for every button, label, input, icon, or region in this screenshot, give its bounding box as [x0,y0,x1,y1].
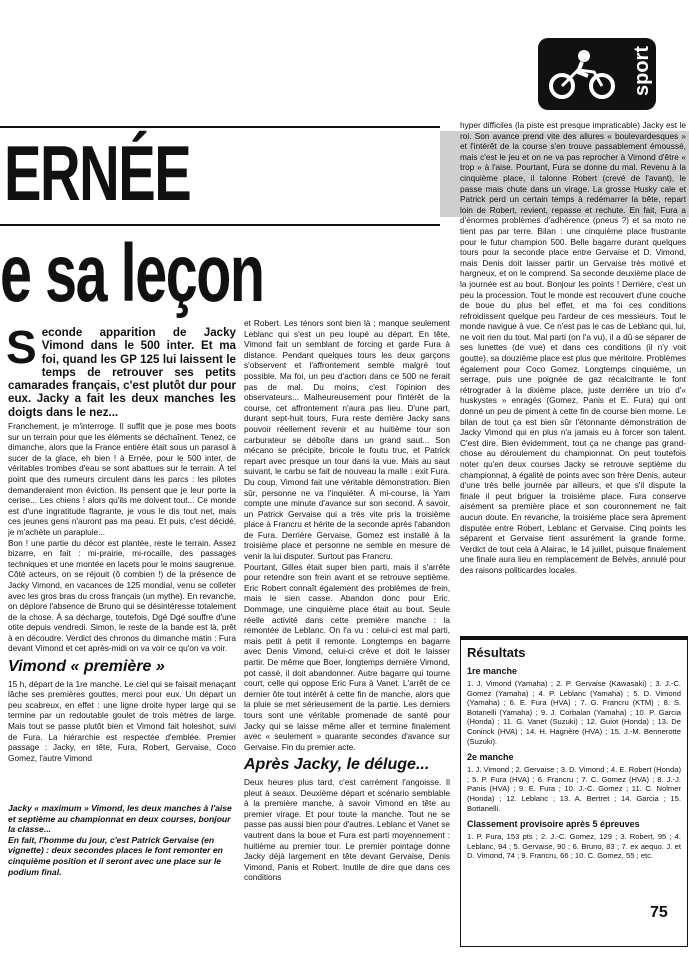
logo-word: sport [631,46,653,96]
lead-paragraph [6,321,236,419]
results-text: 1. J. Vimond ; 2. Gervaise ; 3. D. Vimond ; 4. E. Robert (Honda) ; 5. P. Fura (HVA) ; 6. Francru ; 7. C. Gomez (HVA) ; 8. J.-J. Panis (HVA) ; 9. E. Fura ; 10. J.-C. Gomez ; 11. C. Nolmer (Honda) ; 12. Leblanc ; 13. A. Bertret ; 14. Garcia ; 15. Bottanelli. [467,765,681,813]
article-column-2 [244,318,450,883]
paragraph: Pourtant, Gilles était super bien parti, mais il s'arrête pour retendre son frein avant et se retrouve septième. Eric Robert connaît également des problèmes de frein, mais le sien casse. Abandon donc pour Eric. Dommage, une cinquième place était au bout. Seule réelle activité dans cette première manche : la remontée de Leblanc. On l'a vu : celui-ci est mal parti, mais petit à petit il remonte. Longtemps en bagarre avec Denis Vimond, celui-ci crève et doit le laisser partir. De même que Boer, longtemps dernière Vimond, pot cassé, il doit abandonner. Autre bagarre qui tourne court, celle qui oppose Eric Fura à Vanet. L'arrêt de ce dernier ôte tout intérêt à cette fin de manche, alors que la pluie se met sérieusement de la partie. Les derniers tours sont une véritable promenade de santé pour Jacky qui se laisse même aller et termine finalement avec « seulement » quarante secondes d'avance sur Gervaise. Fin du premier acte. [244,561,450,752]
paragraph: 15 h, départ de la 1re manche. Le ciel qui se faisait menaçant lâche ses premières gouttes, merci pour eux. Un départ un peu scabreux, en effet : une ligne droite hyper large qui se termine par un redoutable goulet de trois mètres de large. Mais tout se passe plutôt bien et Vimond fait holeshot, suivi de Fura. La hiérarchie est respectée d'emblée. Premier passage : Jacky, en tête, Fura, Robert, Gervaise, Coco Gomez, l'autre Vimond [8,678,236,763]
results-text: 1. P. Fura, 153 pts ; 2. J.-C. Gomez, 129 ; 3. Robert, 95 ; 4. Leblanc, 94 ; 5. Gervaise, 90 ; 6. Bruno, 83 ; 7. ex aequo. J. et D. Vimond, 74 ; 9. Francru, 66 ; 10. C. Gomez, 55 ; etc. [467,832,681,861]
subheading: Après Jacky, le déluge... [244,756,430,774]
photo-caption [8,803,236,877]
page-number: 75 [650,904,668,921]
subheading: Vimond « première » [8,658,165,676]
caption-line: En fait, l'homme du jour, c'est Patrick Gervaise (en vignette) : deux secondes places le font remonter en cinquième position et il seront avec une place sur le podium final. [8,834,223,877]
drop-cap: S [6,321,37,373]
paragraph: et Robert. Les ténors sont bien là ; manque seulement Leblanc qui s'est un peu loupé au départ. En tête, Vimond fait un semblant de forcing et garde Fura à distance. Pendant quelques tours les deux garçons s'observent et l'affrontement semble malgré tout possible. Ma foi, un peu d'action dans ce 500 ne ferait pas de mal. Du moins, c'est l'opinion des observateurs... Malheureusement pour l'intérêt de la course, cet affrontement n'aura pas lieu. D'une part, durant sept-huit tours, Fura reste derrière Jacky sans pouvoir réellement revenir et au huitième tour son carburateur se déboîte dans un grand saut... Son mécano se précipite, bricole le foutu truc, et Patrick repart avec presque un tour dans la vue. Mais au saut suivant, le carbu se fait de nouveau la malle : exit Fura. Du coup, Vimond fait une véritable démonstration. Bien sûr, personne ne va l'inquiéter. À mi-course, la Yam compte une minute d'avance sur son second. À savoir, un Patrick Gervaise qui a très vite pris la troisième place à Francru et hérite de la seconde après l'abandon de Fura. Derrière Gervaise, Gomez est installé à la troisième place et personne ne semble en mesure de venir la lui disputer. Surtout pas Francru. [244,318,450,562]
sport-logo [538,38,656,110]
results-text: 1. J. Vimond (Yamaha) ; 2. P. Gervaise (Kawasaki) ; 3. J.-C. Gomez (Yamaha) ; 4. P. Leblanc (Yamaha) ; 5. D. Vimond (Yamaha) ; 6. E. Fura (HVA) ; 7. G. Francru (KTM) ; 8. S. Botanelli (Yamaha) ; 9. J. Corbalan (Yamaha) ; 10. P. Garcia (Honda) ; 11. G. Vanet (Suzuki) ; 12. Guiot (Honda) ; 13. De Coninck (HVA) ; 14. H. Hagnère (HVA) ; 15. J.-M. Bennerotte (Suzuki). [467,679,681,746]
results-heading: 2e manche [467,752,514,763]
headline-line2: e sa leçon [0,228,264,319]
results-title: Résultats [467,645,526,660]
article-column-1 [8,421,236,763]
headline-line1: ERNÉE [4,129,191,217]
motorcycle-icon [548,46,618,102]
paragraph: Franchement, je m'interroge. Il suffit que je pose mes boots sur un terrain pour que les éléments se déchaînent. Tenez, ce dimanche, alors que la France entière était sous un parasol à sucer de la glace, eh bien ! à Ernée, pour le 500 inter, de véritables trombes d'eau se sont abattues sur le terrain. À tel point que des rumeurs circulent dans les parcs : les pilotes demanderaient mon éviction. Ils pensent que je leur porte la cerise... Les chiens ! alors qu'ils me doivent tout... Ce monde est d'une ingratitude flagrante, je vous le dis tout net, mais ces jeunes gens n'auront pas ma peau. Et puis, c'est décidé, je m'achète un parapluie... [8,421,236,537]
paragraph: hyper difficiles (la piste est presque impraticable) Jacky est le roi. Son avance prend vite des allures « boulevardesques » et l'intérêt de la course s'en trouve passablement émoussé, mais c'est le jeu et on ne va pas reprocher à Vimond d'être « trop » à l'aise. Pourtant, Fura se donne du mal. Revenu à la cinquième place, il talonne Robert (crevé de l'avant), le passe mais chute dans un virage. La grosse Husky cale et Patrick perd un certain temps à redémarrer la bête, repart loin de Robert, revient, repasse et rechute. En fait, Fura a d'énormes problèmes d'adhérence (pneus ?) et sa moto ne tient pas par terre. Bilan : une cinquième place frustrante pour le futur champion 500. Belle bagarre durant quelques tours pour la seconde place entre Gervaise et D. Vimond, mais Denis doit laisser partir un Gervaise très motivé et hargneux, et on le comprend. Sa seconde deuxième place de la journée est au bout. Bonjour les points ! Derrière, c'est un peu la procession. Tout le monde est recouvert d'une couche de boue du plus bel effet, et ma foi ces conditions refroidissent quelque peu l'ardeur de ces messieurs. Tout le monde navigue à vue. Ce n'est pas le cas de Leblanc qui, lui, ne voit rien du tout. Mal parti (on l'a vu), il a dû se séparer de ses lunettes (de vue) et dans ces conditions (il n'y voit goutte), sa douzième place est plus que méritoire. Problèmes également pour Coco Gomez. Longtemps cinquième, un serrage, puis une poignée de gaz récalcitrante le font rétrograder à la dixième place, juste derrière un trio d'« huskystes » enragés (Gomez, Panis et E. Fura) qui ont donné un peu de piment à cette fin de course bien morne. Le bilan de tout ça est bien sûr l'étonnante démonstration de Jacky Vimond qui en plus n'a jamais eu à forcer son talent. C'est dire. Bien évidemment, tout ça ne change pas grand-chose au déroulement du championnat. On peut toutefois noter qu'en deux courses Jacky se retrouve septième du championnat, à égalité de points avec son frère Denis, auteur d'une très belle journée par ailleurs, et que s'il dispute la finale il peut briguer la troisième place. Fura conserve aisément sa première place et son couronnement ne fait aucun doute. En revanche, la troisième place sera âprement disputée entre Robert, Leblanc et Gervaise. Cinq points les séparent et Gervaise tient assurément la grande forme. Verdict de tout cela à Alairac, le 14 juillet, puisque finalement une finale aura lieu en remplacement de Belvès, annulé pour des raisons politicardes locales. [460,120,687,575]
results-heading: Classement provisoire après 5 épreuves [467,819,640,830]
results-heading: 1re manche [467,666,518,676]
article-column-3 [460,120,686,576]
paragraph: Deux heures plus tard, c'est carrément l'angoisse. Il pleut à seaux. Deuxième départ et scénario semblable à la première manche, à savoir Vimond en tête au premier virage. Et pour toute la manche. Tout ne se passe pas aussi bien pour d'autres. Leblanc et Vanet se vautrent dans la boue et Fura est parti moyennement : huitième au premier tour. Le premier pointage donne Jacky déjà largement en tête devant Gervaise, Denis Vimond, Panis et Robert. Inutile de dire que dans ces conditions [244,776,450,883]
paragraph: Bon ! une partie du décor est plantée, reste le terrain. Assez bizarre, en fait : mi-prairie, mi-rocaille, des passages techniques et une montée en lacets pour le moins saugrenue. Côté acteurs, on se réjouit (ô combien !) de la présence de Jacky Vimond, en vacances de 125 mondial, venu se colleter avec les gros bras du cross français (un mythe). En revanche, on déplore l'absence de Bruno qui se désintéresse totalement de la chose. À sa décharge, toutefois, Dgé Dgé souffre d'une otite depuis vendredi. Simon, le reste de la bande est là, prêt à en découdre. Verdict des chronos du dimanche matin : Fura devant Vimond et cet après-midi on va voir ce qu'on va voir. [8,537,236,654]
lead-text: econde apparition de Jacky Vimond dans le 500 inter. Et ma foi, quand les GP 125 lui laissent le temps de retrouver ses petits camarades français, c'est plutôt dur pour eux. Jacky a fait les deux manches les doigts dans le nez... [8,326,236,419]
caption-line: Jacky « maximum » Vimond, les deux manches à l'aise et septième au championnat en deux courses, bonjour la classe... [8,803,232,835]
results-box [460,636,688,947]
